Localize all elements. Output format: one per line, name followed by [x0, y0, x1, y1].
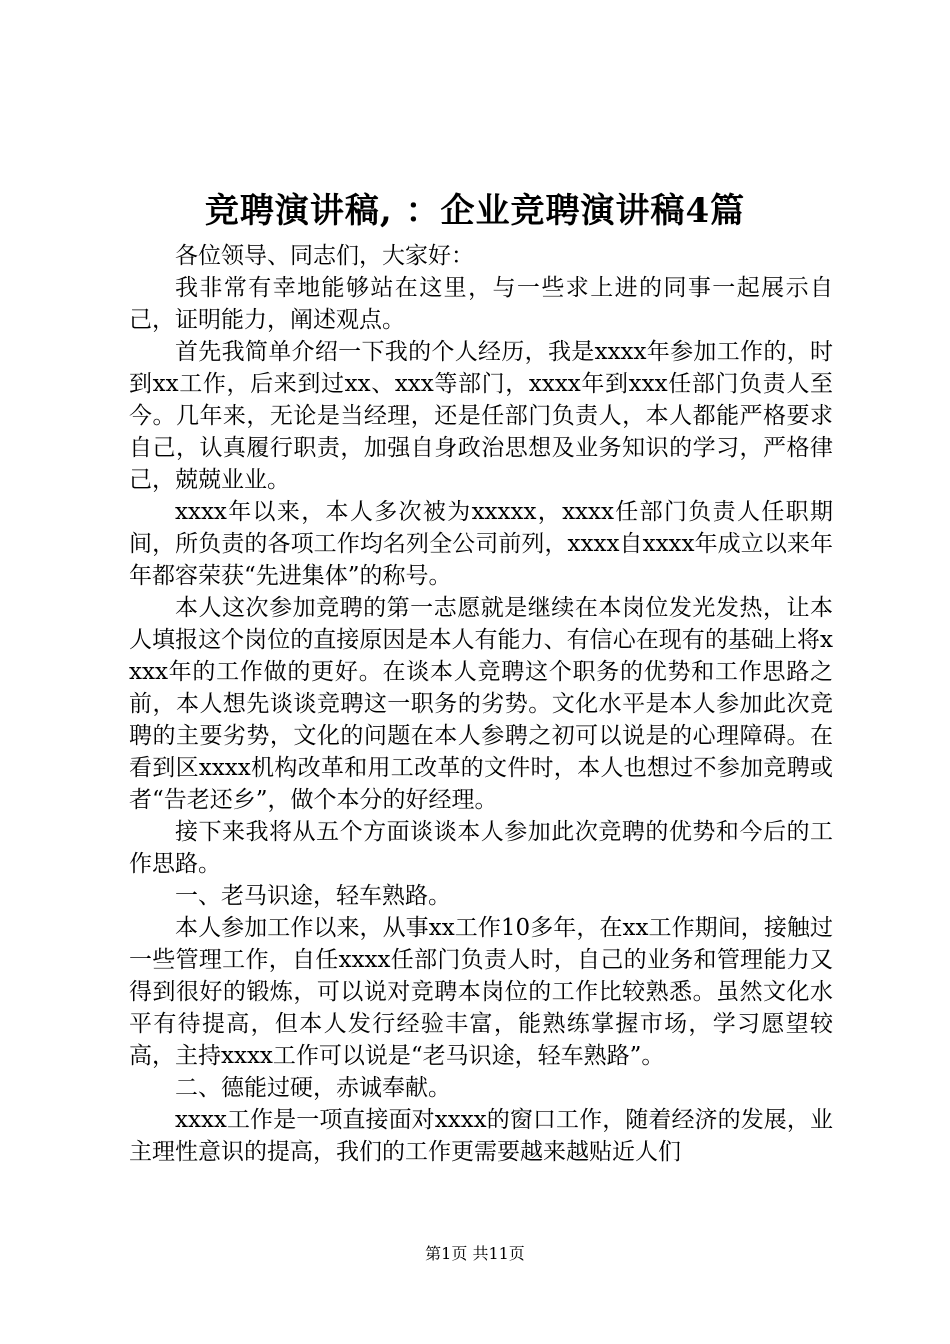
paragraph-section-1: 本人参加工作以来，从事xx工作10多年，在xx工作期间，接触过一些管理工作，自任xxxx任部门负责人时，自己的业务和管理能力又得到很好的锻炼，可以说对竞聘本岗位的工作比较熟悉。虽然文化水平有待提高，但本人发行经验丰富，能熟练掌握市场，学习愿望较高，主持xxxx工作可以说是“老马识途，轻车熟路”。: [129, 915, 833, 1069]
paragraph-motivation: 本人这次参加竞聘的第一志愿就是继续在本岗位发光发热，让本人填报这个岗位的直接原因是本人有能力、有信心在现有的基础上将xxxx年的工作做的更好。在谈本人竞聘这个职务的优势和工作思路之前，本人想先谈谈竞聘这一职务的劣势。文化水平是本人参加此次竞聘的主要劣势，文化的问题在本人参聘之初可以说是的心理障碍。在看到区xxxx机构改革和用工改革的文件时，本人也想过不参加竞聘或者“告老还乡”，做个本分的好经理。: [129, 595, 833, 813]
document-body: [129, 240, 833, 1168]
page-footer: 第1页 共11页: [425, 1244, 525, 1263]
paragraph-section-2: xxxx工作是一项直接面对xxxx的窗口工作，随着经济的发展，业主理性意识的提高，我们的工作更需要越来越贴近人们: [129, 1107, 833, 1165]
paragraph-greeting: 各位领导、同志们，大家好：: [175, 243, 474, 269]
paragraph-achievements: xxxx年以来，本人多次被为xxxxx，xxxx任部门负责人任职期间，所负责的各项工作均名列全公司前列，xxxx自xxxx年成立以来年年都容荣获“先进集体”的称号。: [129, 499, 833, 589]
section-heading-1: 一、老马识途，轻车熟路。: [175, 883, 451, 909]
paragraph-intro: 我非常有幸地能够站在这里，与一些求上进的同事一起展示自己，证明能力，阐述观点。: [129, 275, 833, 333]
paragraph-outline: 接下来我将从五个方面谈谈本人参加此次竞聘的优势和今后的工作思路。: [129, 819, 833, 877]
section-heading-2: 二、德能过硬，赤诚奉献。: [175, 1075, 451, 1101]
document-title: 竞聘演讲稿, ：企业竞聘演讲稿4篇: [204, 191, 746, 231]
paragraph-experience: 首先我简单介绍一下我的个人经历，我是xxxx年参加工作的，时到xx工作，后来到过xx、xxx等部门，xxxx年到xxx任部门负责人至今。几年来，无论是当经理，还是任部门负责人，本人都能严格要求自己，认真履行职责，加强自身政治思想及业务知识的学习，严格律己，兢兢业业。: [129, 339, 833, 493]
